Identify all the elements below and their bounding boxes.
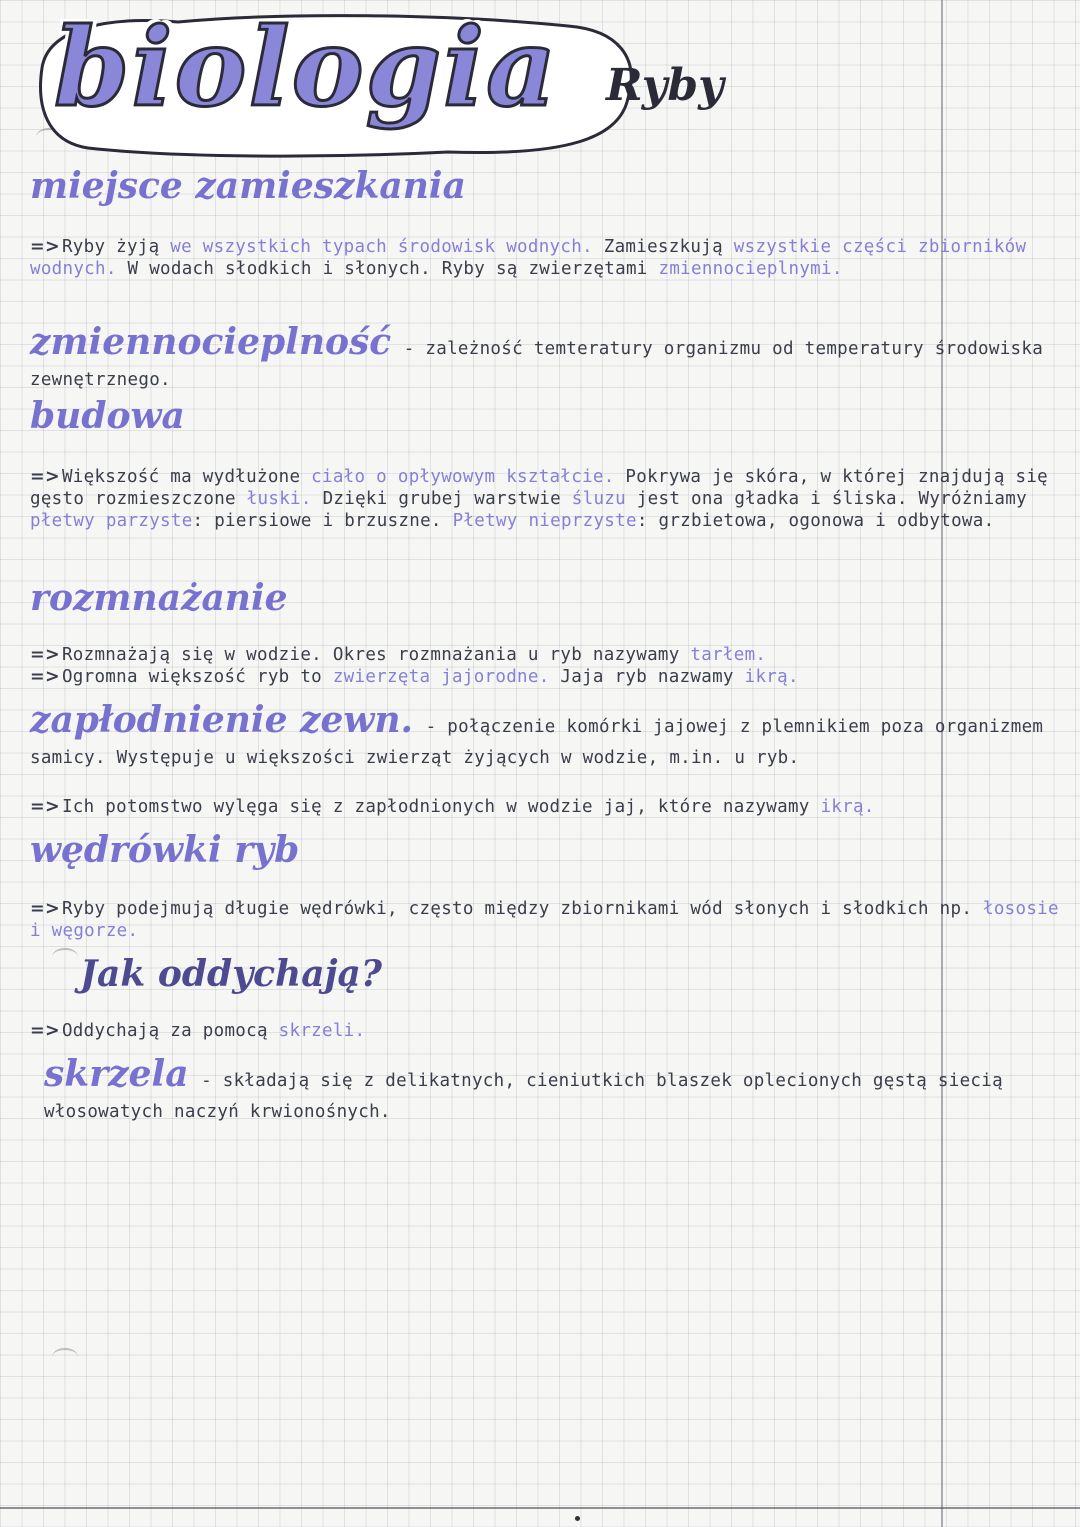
arrow-icon: => (30, 237, 60, 257)
arrow-icon: => (30, 797, 60, 817)
paragraph-breathing: => Oddychają za pomocą skrzeli. (30, 1021, 366, 1041)
paragraph-build: => Większość ma wydłużone ciało o opływowym kształcie. Pokrywa je skóra, w której znajdują się gęsto rozmieszczone łuski. Dzięki grubej warstwie śluzu jest ona gładka i śliska. Wyróżniamy płetwy parzyste: piersiowe i brzuszne. Płetwy nieprzyste: grzbietowa, ogonowa i odbytowa. (30, 467, 1049, 531)
arrow-icon: => (30, 899, 60, 919)
reproduction-line: => Rozmnażają się w wodzie. Okres rozmnażania u ryb nazywamy tarłem. (30, 645, 767, 665)
heading-fertilization: zapłodnienie zewn. (30, 699, 414, 741)
paragraph-migration: => Ryby podejmują długie wędrówki, często między zbiornikami wód słonych i słodkich np. łososie i węgorze. (30, 899, 1059, 941)
definition-fertilization (30, 699, 1060, 770)
page-edge (0, 1507, 1080, 1509)
paragraph-reproduction (30, 644, 1060, 688)
heading-gills: skrzela (44, 1053, 189, 1095)
paragraph-habitat: => Ryby żyją we wszystkich typach środowisk wodnych. Zamieszkują wszystkie części zbiorników wodnych. W wodach słodkich i słonych. Ryby są zwierzętami zmiennocieplnymi. (30, 237, 1027, 279)
paragraph-offspring: => Ich potomstwo wylęga się z zapłodnionych w wodzie jaj, które nazywamy ikrą. (30, 797, 875, 817)
arrow-icon: => (30, 1021, 60, 1041)
heading-reproduction: rozmnażanie (30, 577, 288, 619)
definition-text: - połączenie komórki jajowej z plemnikiem poza organizmem samicy. Występuje u większości zwierząt żyjących w wodzie, m.in. u ryb. (30, 717, 1044, 768)
reproduction-line: => Ogromna większość ryb to zwierzęta jajorodne. Jaja ryb nazwamy ikrą. (30, 667, 799, 687)
definition-text: - zależność temteratury organizmu od temperatury środowiska zewnętrznego. (30, 339, 1044, 390)
definition-cold-blooded (30, 321, 1060, 392)
heading-migration: wędrówki ryb (30, 829, 300, 871)
page-dot (575, 1516, 580, 1521)
arrow-icon: => (30, 667, 60, 687)
heading-habitat: miejsce zamieszkania (30, 165, 466, 207)
heading-breathing: Jak oddychają? (80, 953, 382, 995)
definition-text: - składają się z delikatnych, cieniutkich blaszek oplecionych gęstą siecią włosowatych naczyń krwionośnych. (44, 1071, 1003, 1122)
heading-build: budowa (30, 395, 185, 437)
arrow-icon: => (30, 467, 60, 487)
title-lettering (28, 5, 668, 158)
heading-cold-blooded: zmiennocieplność (30, 321, 392, 363)
punch-hole-mark (52, 948, 78, 966)
page-subtitle: Ryby (606, 60, 724, 111)
arrow-icon: => (30, 645, 60, 665)
page-title: biologia (54, 5, 559, 131)
definition-gills (44, 1053, 1060, 1124)
punch-hole-mark (52, 1348, 78, 1366)
